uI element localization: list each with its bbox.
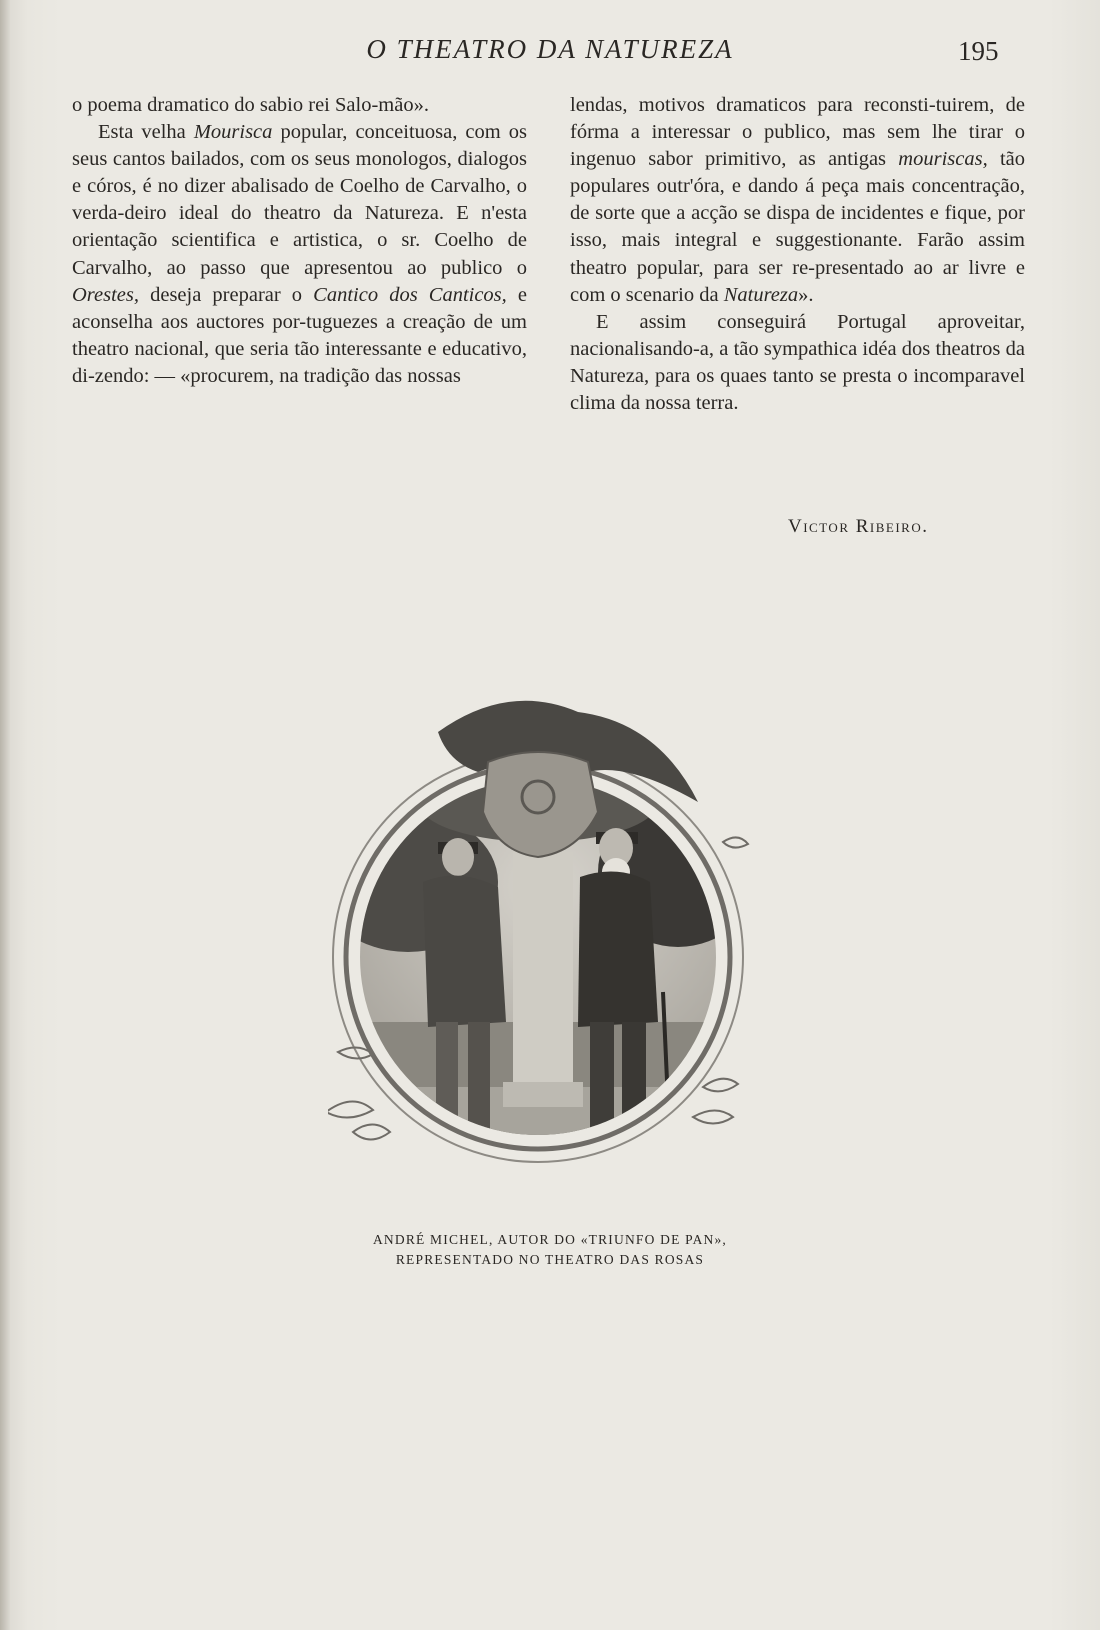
- author-signature: Victor Ribeiro.: [788, 516, 929, 537]
- italic-term: Orestes,: [72, 283, 139, 306]
- running-title: O THEATRO DA NATUREZA: [366, 34, 734, 64]
- paragraph: Esta velha Mourisca popular, conceituosa, com os seus cantos bailados, com os seus monologos, dialogos e córos, é no dizer abalisado de Coelho de Carvalho, o verda-deiro ideal do theatro da Natureza. E n'esta orientação scientifica e artistica, o sr. Coelho de Carvalho, ao passo que apresentou ao publico o Orestes, deseja preparar o Cantico dos Canticos, e aconselha aos auctores por-tuguezes a creação de um theatro nacional, que seria tão interessante e educativo, di-zendo: — «procurem, na tradição das nossas: [72, 121, 527, 387]
- photograph-figure: [328, 692, 778, 1212]
- right-column: [570, 92, 1025, 417]
- paragraph: E assim conseguirá Portugal aproveitar, nacionalisando-a, a tão sympathica idéa dos theatros da Natureza, para os quaes tanto se presta o incomparavel clima da nossa terra.: [570, 310, 1025, 415]
- italic-term: Cantico dos Canticos,: [313, 283, 507, 306]
- book-spine-shadow: [0, 0, 10, 1630]
- caption-line: REPRESENTADO NO THEATRO DAS ROSAS: [395, 1252, 705, 1267]
- italic-term: mouriscas,: [898, 148, 988, 171]
- leaf-ornament-left: [328, 1047, 390, 1139]
- paragraph: lendas, motivos dramaticos para reconsti-tuirem, de fórma a interessar o publico, mas sem lhe tirar o ingenuo sabor primitivo, as antigas mouriscas, tão populares outr'óra, e dando á peça mais concentração, de sorte que a acção se dispa de incidentes e fique, por isso, mais integral e suggestionante. Farão assim theatro popular, para ser re-presentado ao ar livre e com o scenario da Natureza».: [570, 94, 1025, 306]
- circular-photograph: [328, 692, 778, 1212]
- italic-term: Mourisca: [193, 121, 273, 144]
- paragraph: o poema dramatico do sabio rei Salo-mão».: [72, 94, 429, 116]
- caption-line: ANDRÉ MICHEL, AUTOR DO «TRIUNFO DE PAN»,: [372, 1232, 728, 1247]
- figure-caption: [300, 1230, 800, 1270]
- left-column: [72, 92, 527, 390]
- italic-term: Natureza: [723, 283, 799, 306]
- page-number: 195: [958, 36, 999, 66]
